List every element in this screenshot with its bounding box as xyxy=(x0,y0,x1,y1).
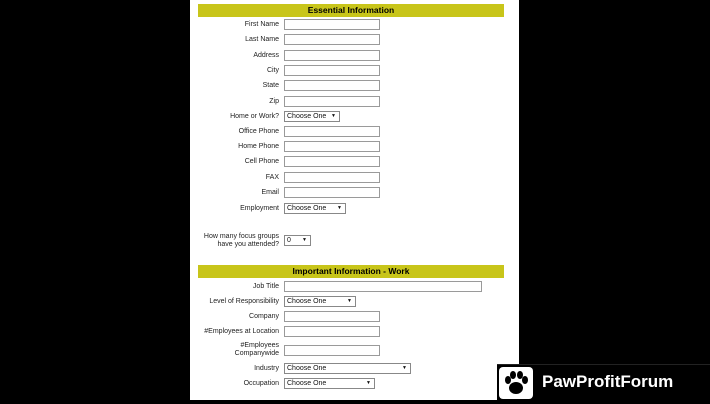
employees-companywide-label-line1: #Employees xyxy=(240,342,279,349)
home-or-work-label: Home or Work? xyxy=(230,113,279,120)
address-input[interactable] xyxy=(284,50,380,61)
employees-companywide-input[interactable] xyxy=(284,345,380,356)
state-label: State xyxy=(262,82,279,89)
employees-companywide-label-line2: Companywide xyxy=(234,350,279,357)
industry-value: Choose One xyxy=(287,365,327,372)
employment-select[interactable] xyxy=(284,203,346,214)
state-input[interactable] xyxy=(284,80,380,91)
job-title-input[interactable] xyxy=(284,281,482,292)
email-input[interactable] xyxy=(284,187,380,198)
dropdown-arrow-icon: ▼ xyxy=(331,113,336,119)
dropdown-arrow-icon: ▼ xyxy=(402,365,407,371)
focus-groups-label-line2: have you attended? xyxy=(217,241,279,248)
office-phone-input[interactable] xyxy=(284,126,380,137)
cell-phone-label: Cell Phone xyxy=(244,158,279,165)
dropdown-arrow-icon: ▼ xyxy=(366,380,371,386)
focus-groups-label xyxy=(204,233,279,249)
dropdown-arrow-icon: ▼ xyxy=(347,298,352,304)
last-name-input[interactable] xyxy=(284,34,380,45)
company-label: Company xyxy=(249,313,279,320)
zip-label: Zip xyxy=(269,98,279,105)
level-of-responsibility-label: Level of Responsibility xyxy=(209,298,279,305)
work-information-header: Important Information - Work xyxy=(198,265,504,278)
dropdown-arrow-icon: ▼ xyxy=(337,205,342,211)
dropdown-arrow-icon: ▼ xyxy=(302,237,307,243)
city-input[interactable] xyxy=(284,65,380,76)
home-phone-input[interactable] xyxy=(284,141,380,152)
employees-at-location-label: #Employees at Location xyxy=(204,328,279,335)
address-label: Address xyxy=(253,52,279,59)
level-of-responsibility-select[interactable] xyxy=(284,296,356,307)
occupation-select[interactable] xyxy=(284,378,375,389)
first-name-input[interactable] xyxy=(284,19,380,30)
level-of-responsibility-value: Choose One xyxy=(287,298,327,305)
industry-label: Industry xyxy=(254,365,279,372)
office-phone-label: Office Phone xyxy=(238,128,279,135)
home-or-work-select[interactable] xyxy=(284,111,340,122)
employees-companywide-label xyxy=(235,342,279,358)
focus-groups-select[interactable] xyxy=(284,235,311,246)
zip-input[interactable] xyxy=(284,96,380,107)
home-or-work-value: Choose One xyxy=(287,113,327,120)
watermark-text: PawProfitForum xyxy=(542,372,674,391)
fax-input[interactable] xyxy=(284,172,380,183)
watermark-logo xyxy=(497,364,710,401)
employment-label: Employment xyxy=(240,205,279,212)
first-name-label: First Name xyxy=(244,21,279,28)
industry-select[interactable] xyxy=(284,363,411,374)
occupation-label: Occupation xyxy=(243,380,279,387)
email-label: Email xyxy=(261,189,279,196)
job-title-label: Job Title xyxy=(252,283,279,290)
focus-groups-label-line1: How many focus groups xyxy=(203,233,279,240)
employees-at-location-input[interactable] xyxy=(284,326,380,337)
city-label: City xyxy=(266,67,279,74)
cell-phone-input[interactable] xyxy=(284,156,380,167)
home-phone-label: Home Phone xyxy=(238,143,279,150)
focus-groups-value: 0 xyxy=(287,237,291,244)
paw-icon xyxy=(499,367,533,399)
registration-form xyxy=(190,0,519,400)
essential-information-header: Essential Information xyxy=(198,4,504,17)
company-input[interactable] xyxy=(284,311,380,322)
occupation-value: Choose One xyxy=(287,380,327,387)
employment-value: Choose One xyxy=(287,205,327,212)
last-name-label: Last Name xyxy=(245,36,279,43)
fax-label: FAX xyxy=(265,174,279,181)
